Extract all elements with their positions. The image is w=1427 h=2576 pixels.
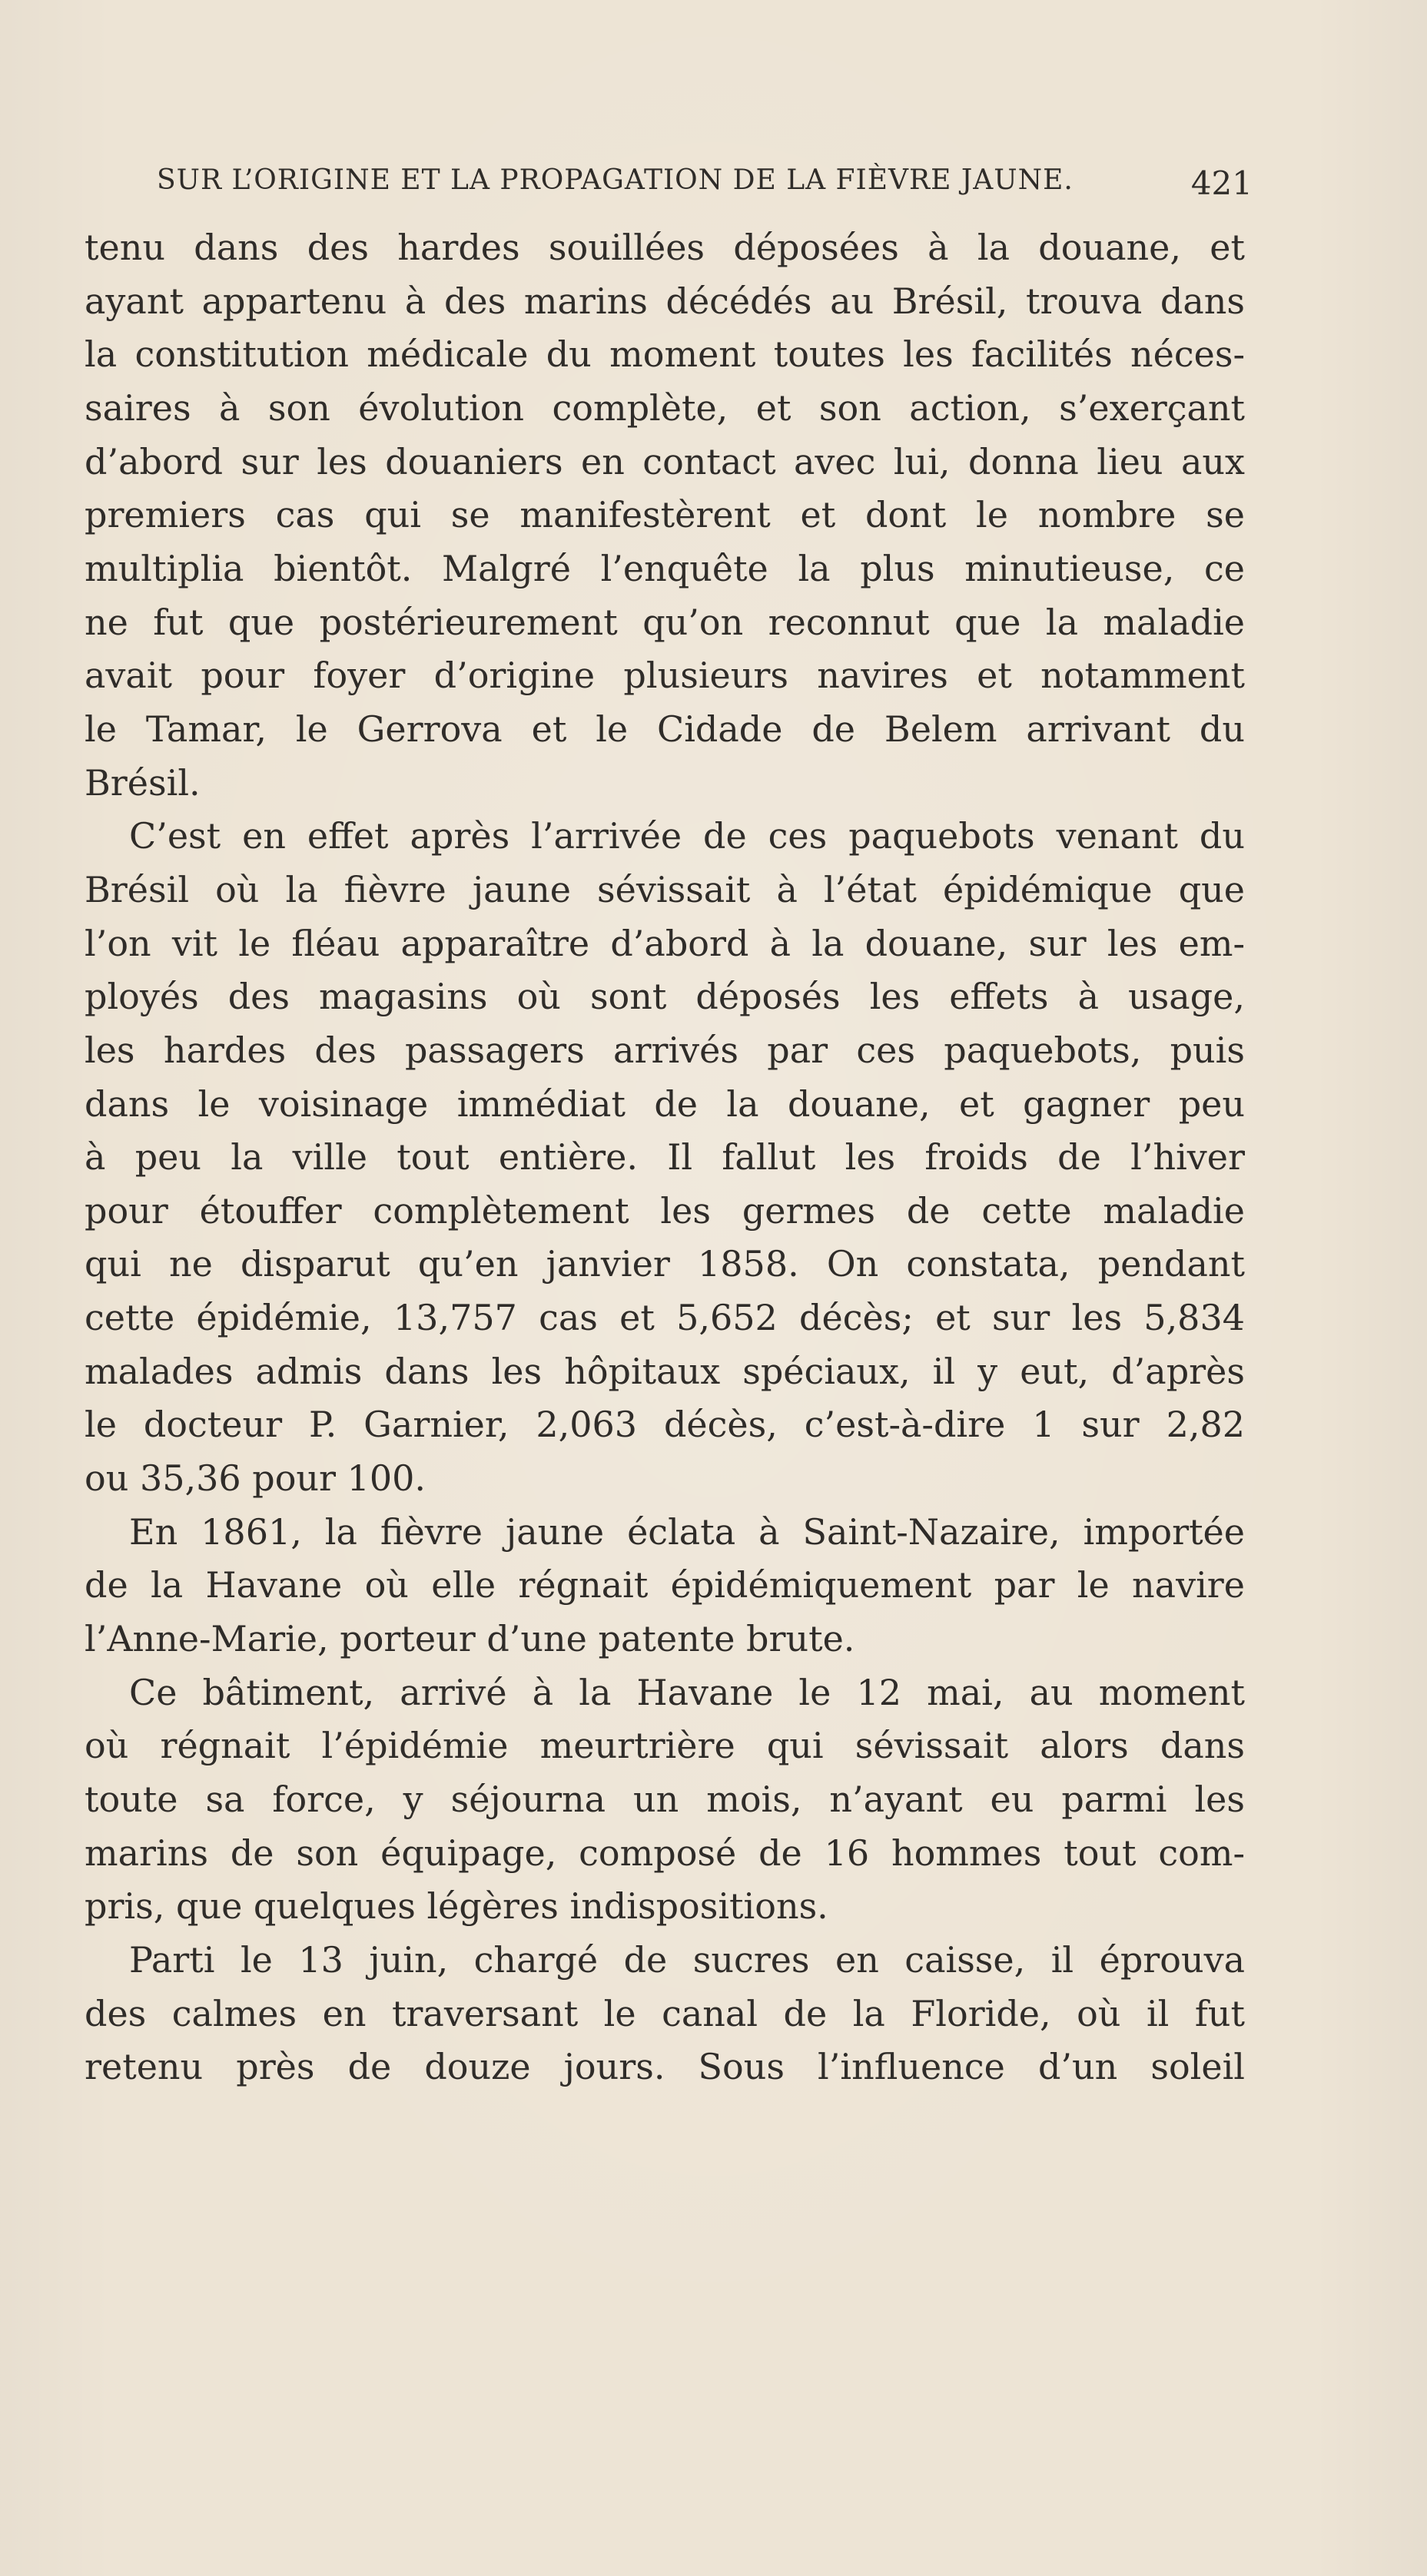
text-line: ayant appartenu à des marins décédés au Brésil, trouva dans (85, 280, 1245, 322)
text-line: les hardes des passagers arrivés par ces paquebots, puis (85, 1029, 1245, 1071)
text-line: Parti le 13 juin, chargé de sucres en caisse, il éprouva (129, 1939, 1245, 1981)
text-line: d’abord sur les douaniers en contact avec lui, donna lieu aux (85, 440, 1245, 482)
text-line: premiers cas qui se manifestèrent et dont le nombre se (85, 494, 1245, 536)
text-line: pour étouffer complètement les germes de cette maladie (85, 1189, 1245, 1232)
text-line: le Tamar, le Gerrova et le Cidade de Belem arrivant du (85, 708, 1245, 750)
text-line: de la Havane où elle régnait épidémiquement par le navire (85, 1564, 1245, 1606)
text-line: des calmes en traversant le canal de la Floride, où il fut (85, 1992, 1245, 2034)
text-line: ne fut que postérieurement qu’on reconnut que la maladie (85, 601, 1245, 643)
text-line: toute sa force, y séjourna un mois, n’ayant eu parmi les (85, 1779, 1245, 1821)
body-text (85, 221, 1245, 2296)
text-line: Ce bâtiment, arrivé à la Havane le 12 mai, au moment (129, 1671, 1245, 1713)
text-line: pris, que quelques légères indispositions. (85, 1885, 828, 1928)
page-header (157, 154, 1271, 207)
running-title: SUR L’ORIGINE ET LA PROPAGATION DE LA FIÈVRE JAUNE. (157, 164, 1074, 196)
text-line: avait pour foyer d’origine plusieurs navires et notamment (85, 655, 1245, 697)
text-line: marins de son équipage, composé de 16 hommes tout com- (85, 1832, 1245, 1874)
page-number: 421 (1190, 164, 1253, 202)
text-line: C’est en effet après l’arrivée de ces paquebots venant du (129, 815, 1245, 857)
text-line: ployés des magasins où sont déposés les effets à usage, (85, 976, 1245, 1018)
text-line: saires à son évolution complète, et son action, s’exerçant (85, 386, 1245, 429)
text-line: dans le voisinage immédiat de la douane, et gagner peu (85, 1082, 1245, 1125)
text-line: Brésil où la fièvre jaune sévissait à l’état épidémique que (85, 868, 1245, 910)
text-line: multiplia bientôt. Malgré l’enquête la plus minutieuse, ce (85, 547, 1245, 589)
text-line: En 1861, la fièvre jaune éclata à Saint-Nazaire, importée (129, 1510, 1245, 1553)
text-line: le docteur P. Garnier, 2,063 décès, c’est-à-dire 1 sur 2,82 (85, 1404, 1245, 1446)
text-line: la constitution médicale du moment toutes les facilités néces- (85, 333, 1245, 376)
text-line: où régnait l’épidémie meurtrière qui sévissait alors dans (85, 1725, 1245, 1767)
text-line: ou 35,36 pour 100. (85, 1457, 426, 1500)
text-line: l’on vit le fléau apparaître d’abord à la douane, sur les em- (85, 922, 1245, 964)
text-line: cette épidémie, 13,757 cas et 5,652 décès; et sur les 5,834 (85, 1297, 1245, 1339)
text-line: malades admis dans les hôpitaux spéciaux, il y eut, d’après (85, 1350, 1245, 1392)
text-line: qui ne disparut qu’en janvier 1858. On constata, pendant (85, 1243, 1245, 1285)
text-line: l’Anne-Marie, porteur d’une patente brute. (85, 1618, 855, 1660)
text-line: tenu dans des hardes souillées déposées à la douane, et (85, 227, 1245, 268)
text-line: Brésil. (85, 761, 201, 804)
text-line: retenu près de douze jours. Sous l’influence d’un soleil (85, 2046, 1245, 2088)
text-line: à peu la ville tout entière. Il fallut les froids de l’hiver (85, 1136, 1245, 1179)
